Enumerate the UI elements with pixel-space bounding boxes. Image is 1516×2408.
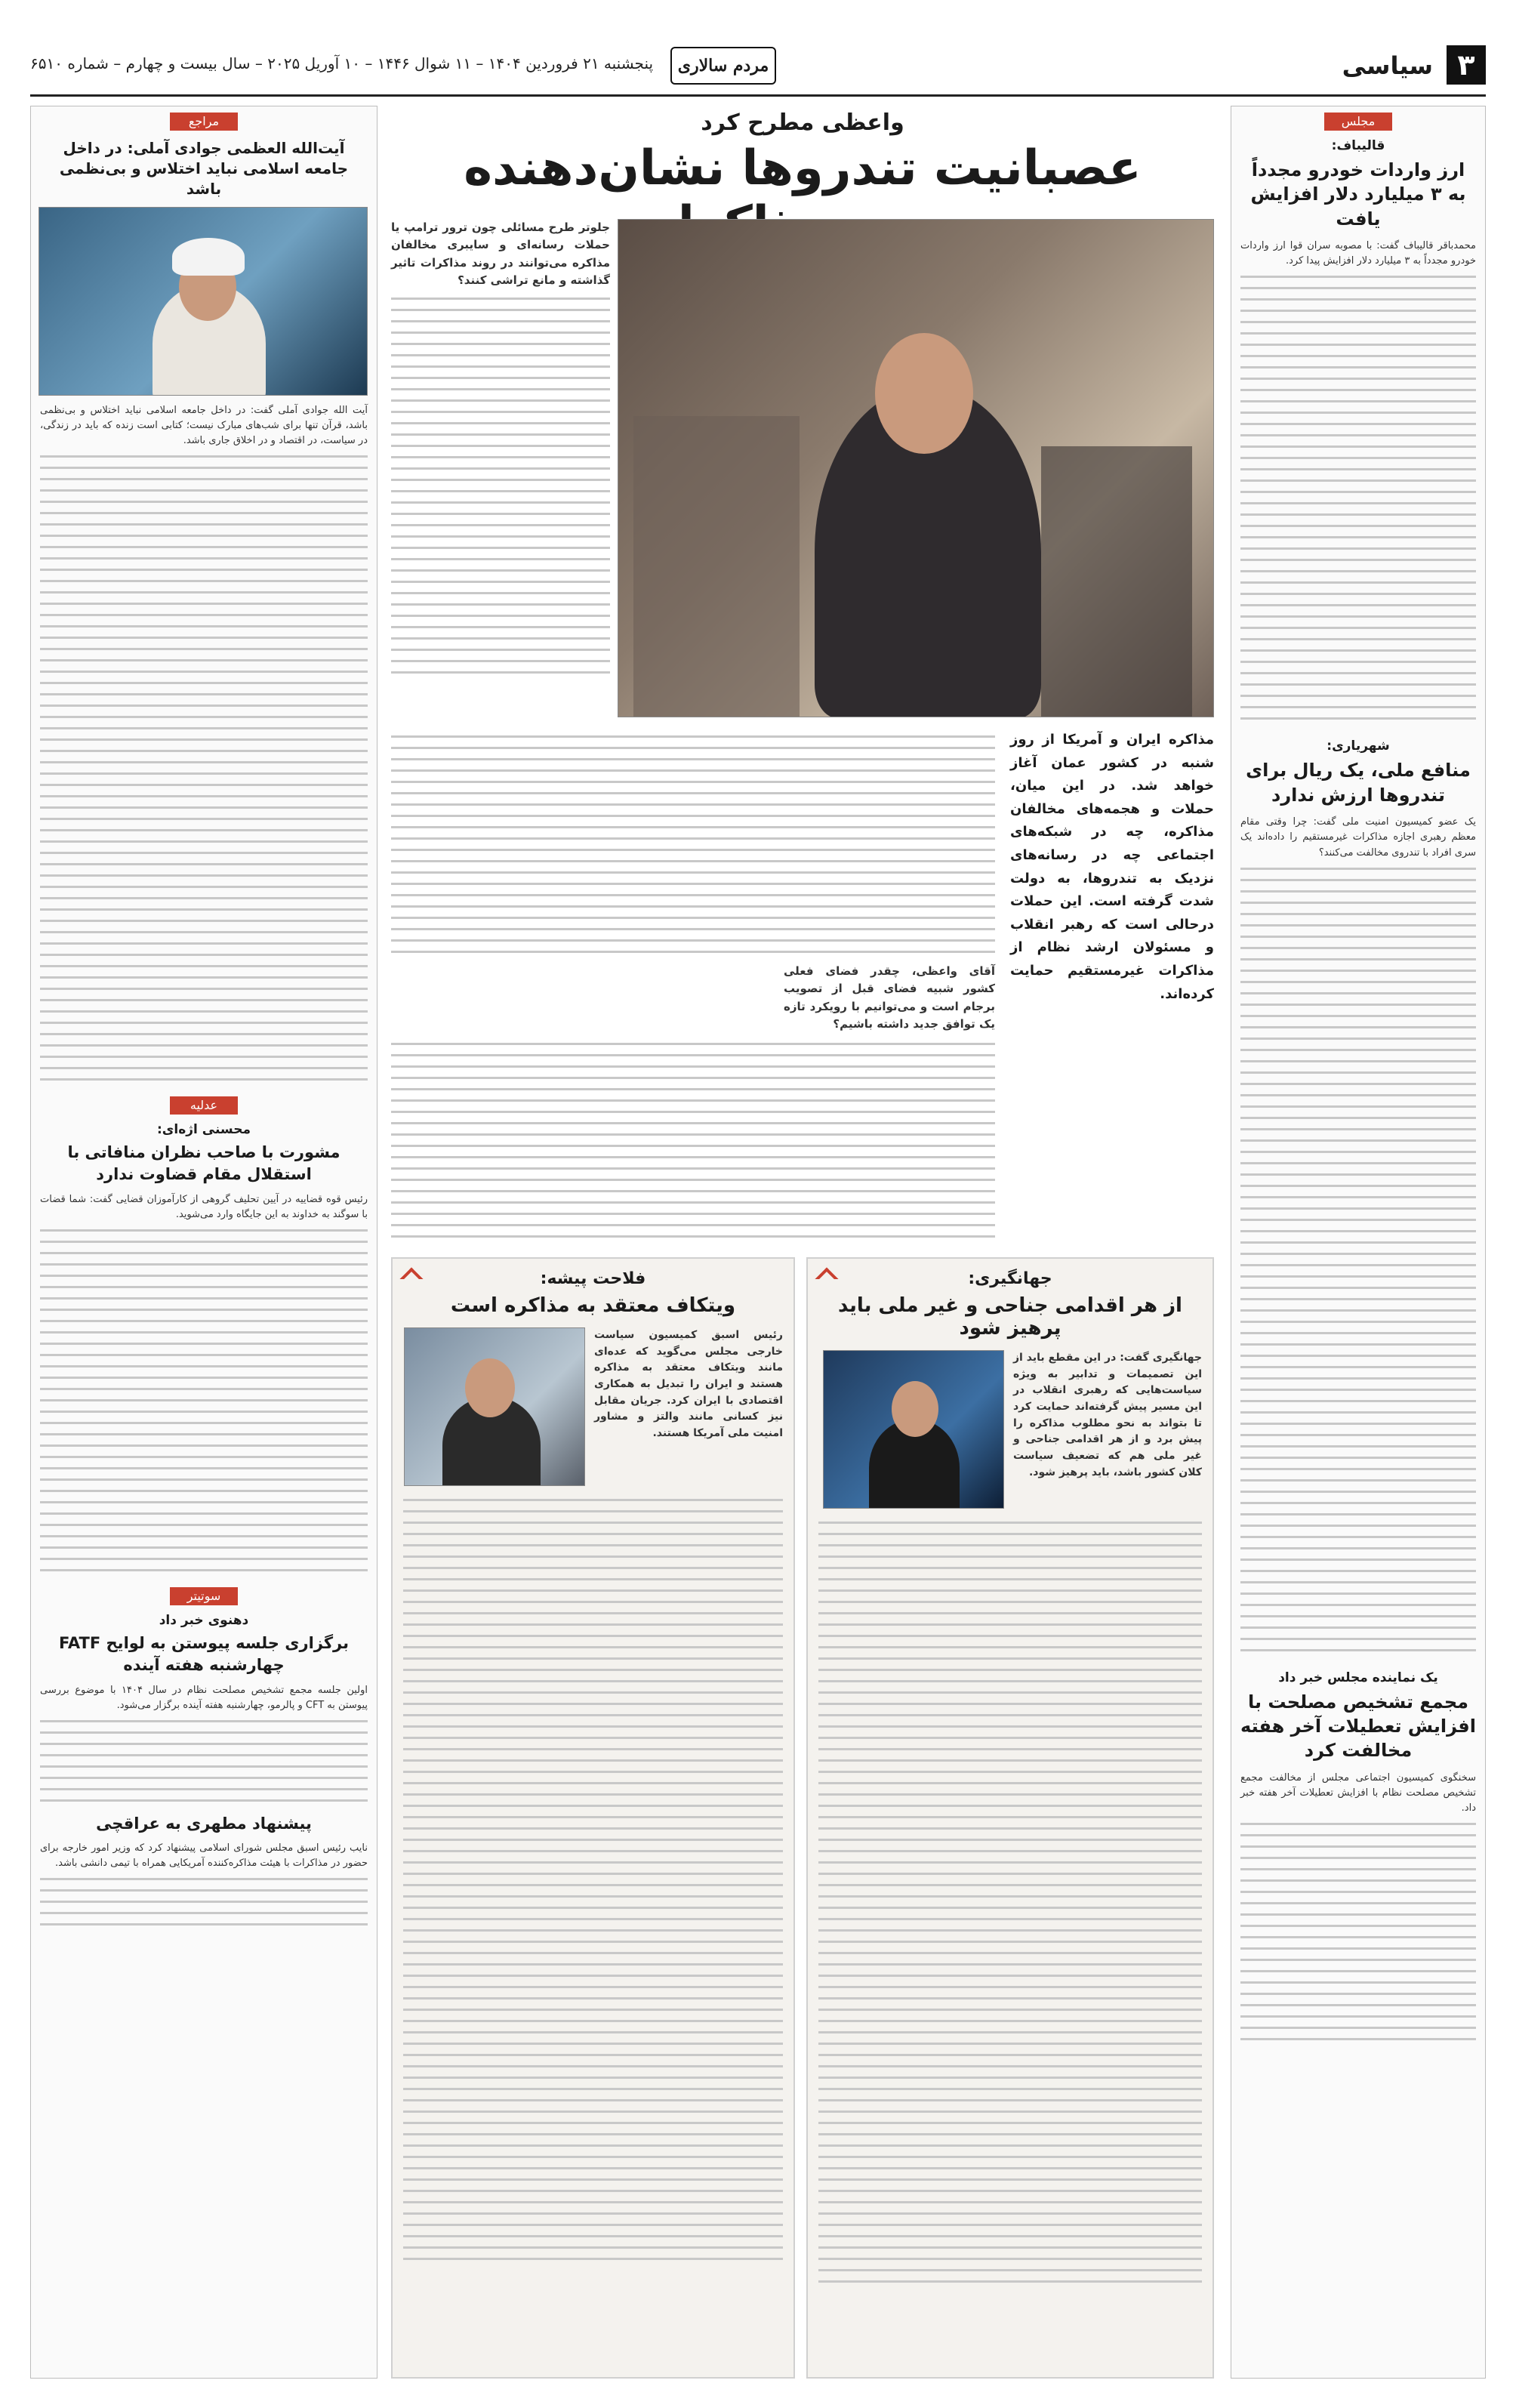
falahat-lead: رئیس اسبق کمیسیون سیاست خارجی مجلس می‌گوید که عده‌ای مانند ویتکاف معتقد به مذاکره هستند و ایران را تبدیل به همکاری اقتصادی با ایران کرد. جریان مقابل نیز کسانی مانند والتز و مشاور امنیت ملی آمریکا هستند. xyxy=(594,1329,783,1440)
dateline: پنجشنبه ۲۱ فروردین ۱۴۰۴ – ۱۱ شوال ۱۴۴۶ – ۱۰ آوریل ۲۰۲۵ – سال بیست و چهارم – شماره ۶۵۱۰ xyxy=(30,54,654,72)
story3-kicker: یک نماینده مجلس خبر داد xyxy=(1278,1670,1438,1685)
story1-lead: محمدباقر قالیباف گفت: با مصوبه سران قوا ارز واردات خودرو مجدداً به ۳ میلیارد دلار افزایش پیدا کرد. xyxy=(1240,240,1476,267)
center-question2: آقای واعظی، چقدر فضای فعلی کشور شبیه فضای قبل از تصویب برجام است و می‌توانیم با رویکرد تازه یک توافق جدید داشته باشیم؟ xyxy=(784,964,995,1031)
section-number: ۳ xyxy=(1447,45,1486,85)
falahat-box xyxy=(391,1257,795,2379)
left-story2-lead: رئیس قوه قضاییه در آیین تحلیف گروهی از کارآموزان قضایی گفت: شما قضات با سوگند به خداوند به این جایگاه وارد می‌شوید. xyxy=(40,1194,368,1221)
section-tag-adlieh: عدلیه xyxy=(170,1096,238,1115)
left-story1-title: آیت‌الله العظمی جوادی آملی: در داخل جامعه اسلامی نباید اختلاس و بی‌نظمی باشد xyxy=(59,139,349,198)
story3-body-lines xyxy=(1240,1821,1476,2043)
falahat-photo xyxy=(404,1327,585,1486)
story1-kicker: قالیباف: xyxy=(1331,138,1385,153)
newspaper-logo: مردم سالاری xyxy=(670,47,776,85)
center-side-text xyxy=(391,219,610,717)
left-column xyxy=(30,106,377,2379)
section-tag-majles: مجلس xyxy=(1324,113,1392,131)
section-tag-maraje: مراجع xyxy=(170,113,238,131)
story2-body-lines xyxy=(1240,865,1476,1654)
left-story1-lead: آیت الله جوادی آملی گفت: در داخل جامعه اسلامی نباید اختلاس و بی‌نظمی باشد، قرآن تنها برای شب‌های مبارک نیست؛ کتابی است زنده که باید در زندگی، در سیاست، در اقتصاد و در اخلاق جاری باشد. xyxy=(40,405,368,447)
left-story4-title: پیشنهاد مطهری به عراقچی xyxy=(96,1814,312,1833)
right-column xyxy=(1231,106,1486,2379)
javadi-amoli-photo xyxy=(39,207,368,396)
section-name: سیاسی xyxy=(1342,51,1433,80)
story2-kicker: شهریاری: xyxy=(1326,738,1390,754)
section-tag-sotitr: سوتیتر xyxy=(170,1587,238,1605)
masthead xyxy=(30,44,1486,97)
center-question1: جلوتر طرح مسائلی چون ترور ترامپ یا حملات رسانه‌ای و سایبری مخالفان مذاکره می‌توانند در روند مذاکرات تاثیر گذاشته و مانع تراشی کنند؟ xyxy=(391,220,610,287)
left-story2-title: مشورت با صاحب نظران منافاتی با استقلال مقام قضاوت ندارد xyxy=(67,1143,340,1183)
jahangiri-kicker: جهانگیری: xyxy=(968,1269,1052,1288)
vaezi-photo xyxy=(618,219,1214,717)
jahangiri-title: از هر اقدامی جناحی و غیر ملی باید پرهیز شود xyxy=(838,1294,1182,1340)
center-kicker: واعظی مطرح کرد xyxy=(701,109,904,136)
left-story3-title: برگزاری جلسه پیوستن به لوایح FATF چهارشنبه هفته آینده xyxy=(59,1634,349,1674)
story3-lead: سخنگوی کمیسیون اجتماعی مجلس از مخالفت مجمع تشخیص مصلحت نظام با افزایش تعطیلات آخر هفته خبر داد. xyxy=(1240,1771,1476,1814)
story1-title: ارز واردات خودرو مجدداً به ۳ میلیارد دلار افزایش یافت xyxy=(1250,159,1466,230)
story1-body-lines xyxy=(1240,273,1476,722)
left-story3-lead: اولین جلسه مجمع تشخیص مصلحت نظام در سال ۱۴۰۴ با موضوع بررسی پیوستن به CFT و پالرمو، چهارشنبه هفته آینده برگزار می‌شود. xyxy=(40,1685,368,1712)
left-story2-kicker: محسنی اژه‌ای: xyxy=(157,1122,251,1138)
jahangiri-lead: جهانگیری گفت: در این مقطع باید از این تصمیمات و تدابیر به ویژه سیاست‌هایی که رهبری انقلاب در این مسیر پیش گرفته‌اند حمایت کرد تا بتواند به نحو مطلوب مذاکره را پیش برد و از هر اقدامی جناحی و غیر ملی هم که تضعیف سیاست کلان کشور باشد، باید پرهیز شود. xyxy=(1013,1352,1202,1478)
center-headline-block xyxy=(391,109,1214,208)
story2-lead: یک عضو کمیسیون امنیت ملی گفت: چرا وقتی مقام معظم رهبری اجازه مذاکرات غیرمستقیم را داده‌اند یک سری افراد با تندروی مخالفت می‌کنند؟ xyxy=(1240,816,1476,859)
story2-title: منافع ملی، یک ریال برای تندروها ارزش ندارد xyxy=(1246,760,1471,806)
center-lead: مذاکره ایران و آمریکا از روز شنبه در کشور عمان آغاز خواهد شد. در این میان، حملات و هجمه‌های مخالفان مذاکره، چه در شبکه‌های اجتماعی چه در رسانه‌های نزدیک به تندروها، به دولت شدت گرفته است. این حملات درحالی است که رهبر انقلاب و مسئولان ارشد نظام از مذاکرات غیرمستقیم حمایت کرده‌اند. xyxy=(1010,732,1214,1002)
center-headline: عصبانیت تندروها نشان‌دهنده xyxy=(464,140,1142,196)
jahangiri-photo xyxy=(823,1350,1004,1509)
left-story3-kicker: دهنوی خبر داد xyxy=(159,1613,249,1629)
falahat-kicker: فلاحت پیشه: xyxy=(540,1269,646,1288)
jahangiri-box xyxy=(806,1257,1214,2379)
center-lead-area xyxy=(391,729,1214,1250)
left-story4-lead: نایب رئیس اسبق مجلس شورای اسلامی پیشنهاد کرد که وزیر امور خارجه برای حضور در مذاکرات با هیئت مذاکره‌کننده آمریکایی همراه با تیمی دانشی باشد. xyxy=(40,1842,368,1869)
falahat-title: ویتکاف معتقد به مذاکره است xyxy=(450,1294,736,1317)
story3-title: مجمع تشخیص مصلحت با افزایش تعطیلات آخر هفته مخالفت کرد xyxy=(1240,1691,1476,1762)
